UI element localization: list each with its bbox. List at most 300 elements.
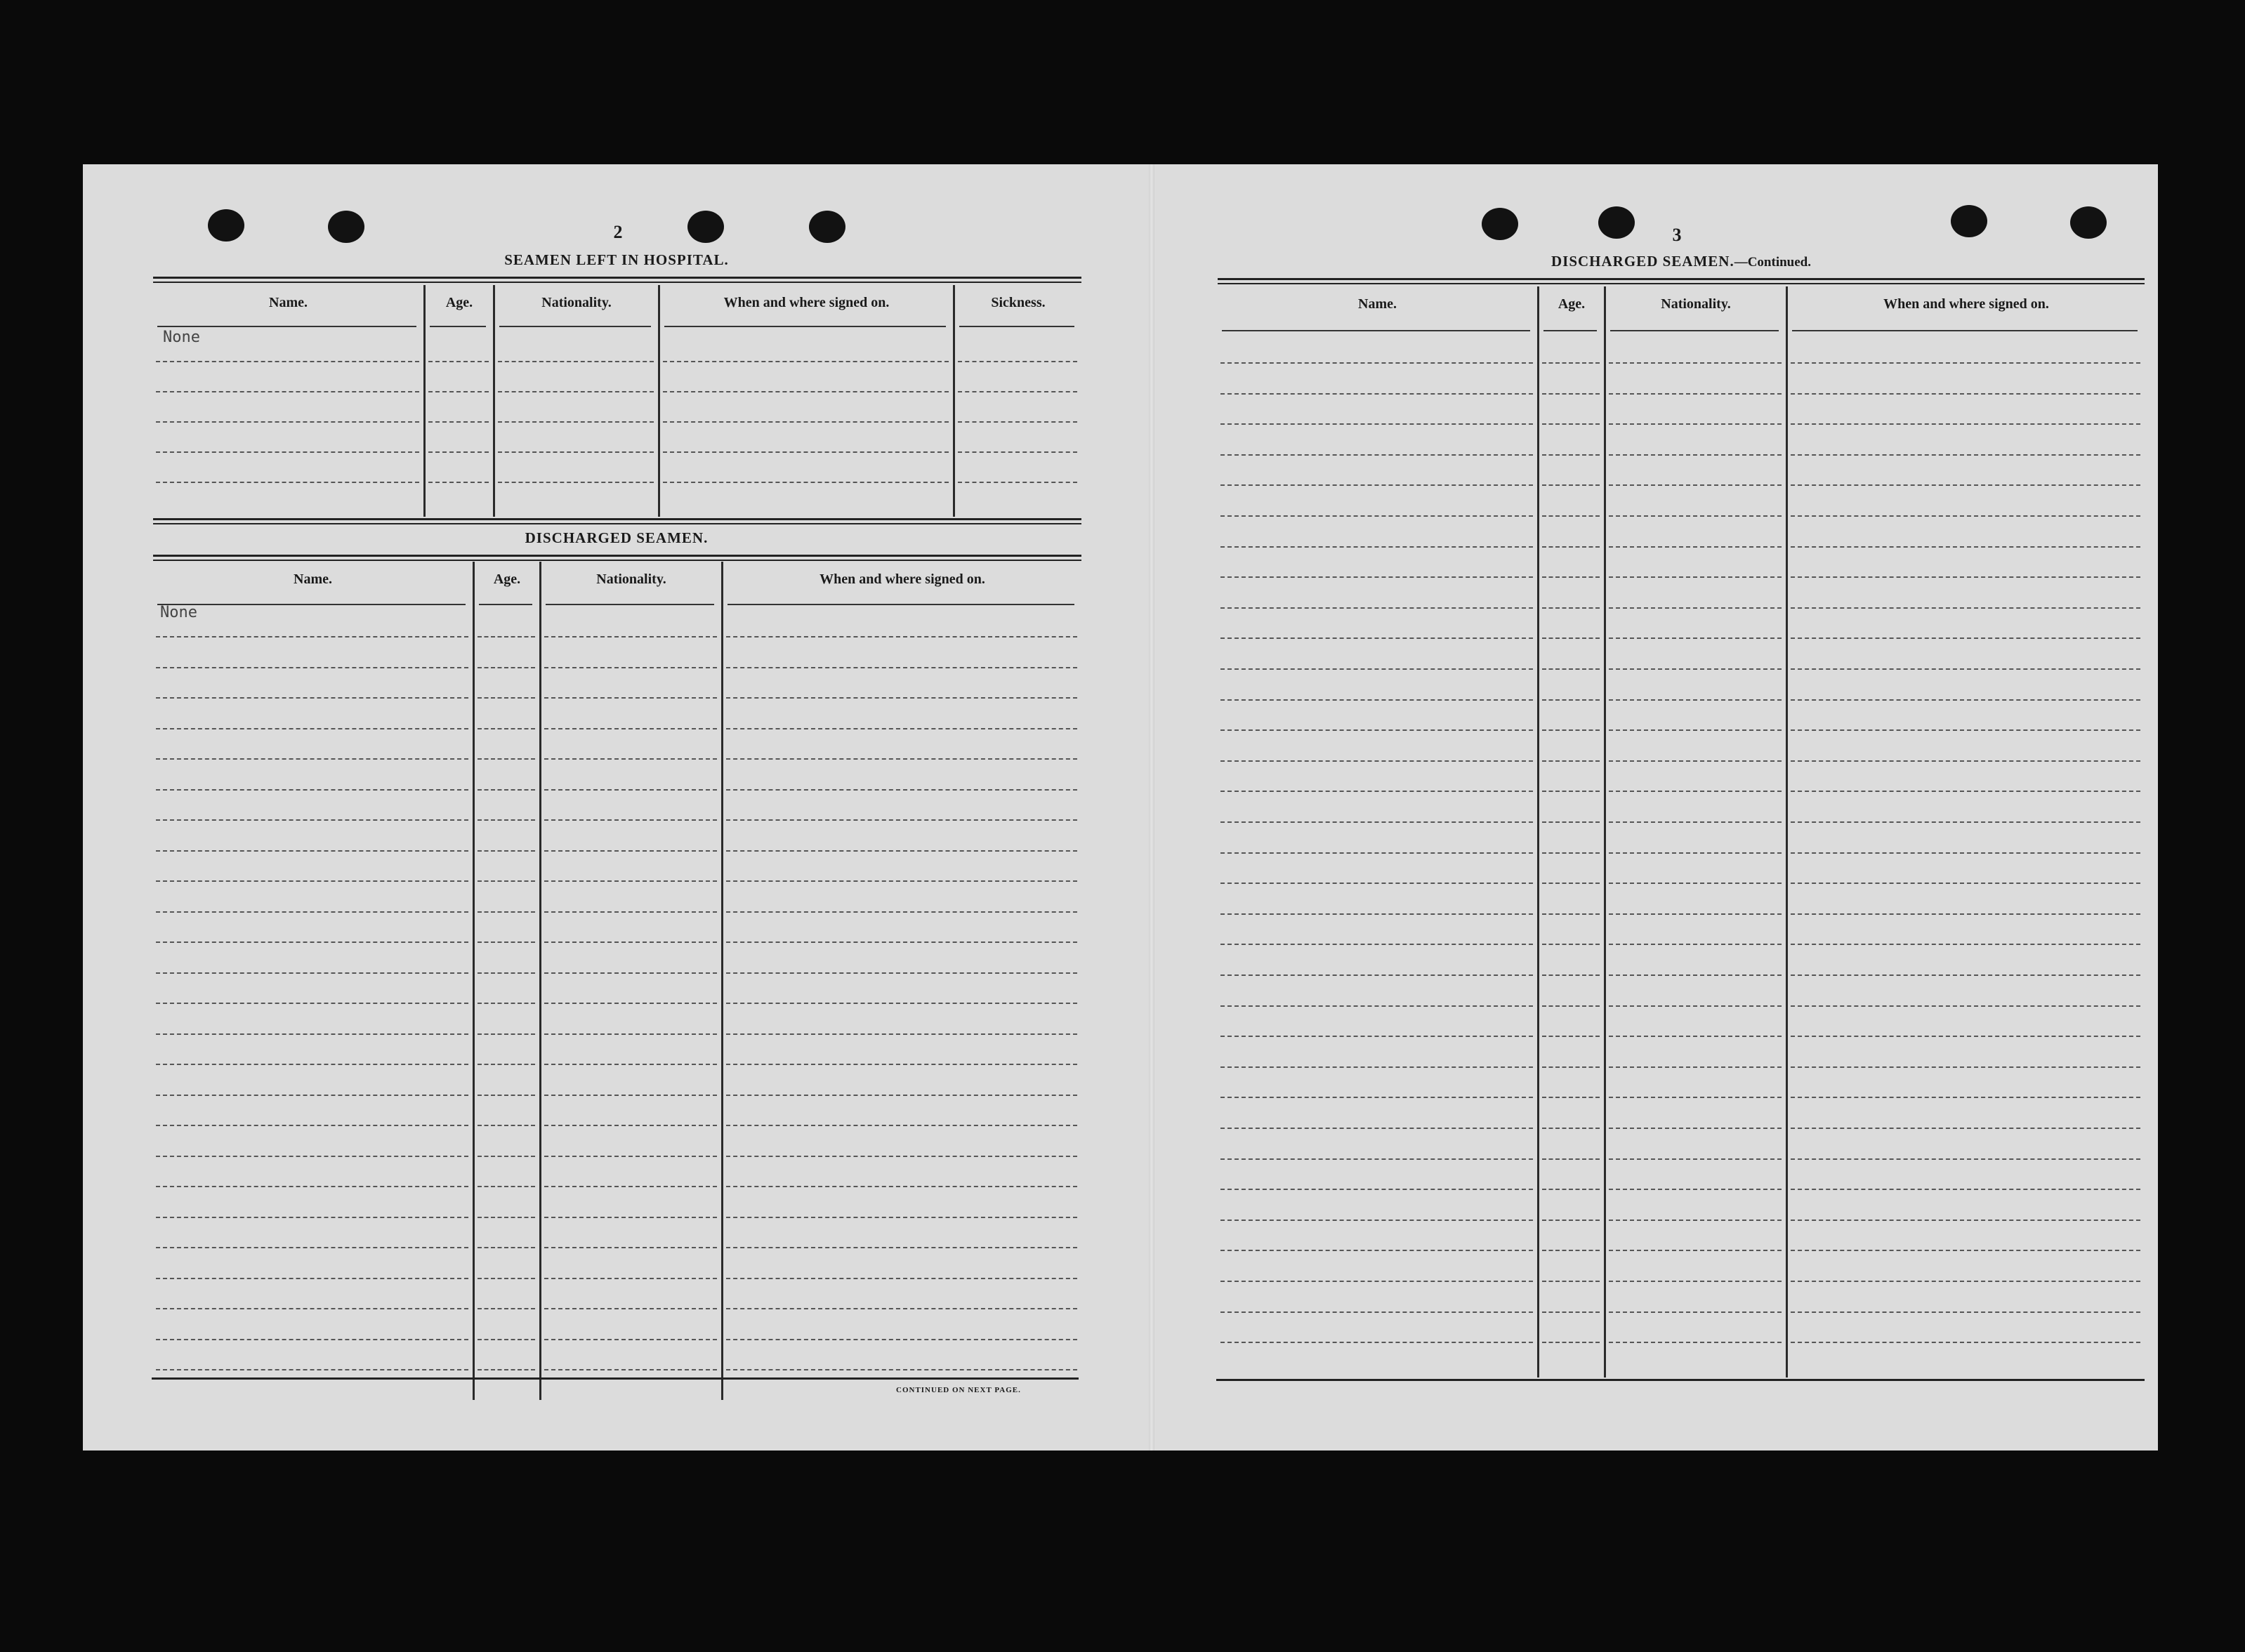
ruled-line <box>1220 852 1533 854</box>
ruled-line <box>544 1278 717 1279</box>
ruled-line <box>156 1125 468 1126</box>
ruled-line <box>478 789 535 791</box>
ruled-line <box>1542 699 1600 701</box>
hospital-entry: None <box>163 329 200 346</box>
ruled-line <box>156 819 468 821</box>
ruled-line <box>1542 1036 1600 1037</box>
nationality-column <box>541 562 723 1400</box>
name-column <box>153 285 426 517</box>
ruled-line <box>1609 1097 1782 1098</box>
ruled-line <box>726 728 1077 729</box>
ruled-line <box>478 1247 535 1248</box>
ruled-line <box>1609 484 1782 486</box>
ruled-line <box>544 880 717 882</box>
ruled-line <box>1609 1189 1782 1190</box>
ruled-line <box>478 1308 535 1309</box>
column-header-nationality: Nationality. <box>1661 296 1731 312</box>
ruled-line <box>1542 362 1600 364</box>
ruled-line <box>544 1247 717 1248</box>
ruled-line <box>1220 576 1533 578</box>
ruled-line <box>544 1369 717 1370</box>
ruled-line <box>1220 1189 1533 1190</box>
ruled-line <box>478 758 535 760</box>
right-bottom-rule <box>1216 1379 2145 1381</box>
ruled-line <box>156 758 468 760</box>
ruled-line <box>1609 1128 1782 1129</box>
header-rule <box>546 604 714 605</box>
ruled-line <box>544 758 717 760</box>
ruled-line <box>428 451 489 453</box>
ruled-line <box>1609 760 1782 762</box>
nationality-column <box>1606 286 1788 1377</box>
ruled-line <box>1609 1005 1782 1007</box>
ruled-line <box>1791 1097 2140 1098</box>
ruled-line <box>1791 852 2140 854</box>
ruled-line <box>1220 1250 1533 1251</box>
ruled-line <box>156 941 468 943</box>
ruled-line <box>1220 1281 1533 1282</box>
discharged-bottom-rule <box>152 1377 1079 1380</box>
page-number-left: 2 <box>613 222 623 242</box>
ruled-line <box>1220 546 1533 548</box>
name-column <box>153 562 475 1400</box>
header-rule <box>479 604 532 605</box>
ruled-line <box>478 1003 535 1004</box>
ruled-line <box>544 1308 717 1309</box>
ruled-line <box>1220 1128 1533 1129</box>
header-rule <box>499 326 651 327</box>
ruled-line <box>1609 729 1782 731</box>
ruled-line <box>544 667 717 668</box>
ruled-line <box>1609 852 1782 854</box>
ruled-line <box>1609 1311 1782 1313</box>
ruled-line <box>1791 393 2140 395</box>
punch-hole <box>328 211 364 243</box>
center-fold <box>1149 164 1154 1451</box>
ruled-line <box>1791 1189 2140 1190</box>
ruled-line <box>1791 484 2140 486</box>
ruled-line <box>726 1339 1077 1340</box>
ruled-line <box>1609 883 1782 884</box>
page-number-right: 3 <box>1672 225 1682 245</box>
ruled-line <box>1542 546 1600 548</box>
ruled-line <box>428 391 489 392</box>
ruled-line <box>1609 1036 1782 1037</box>
ruled-line <box>958 451 1077 453</box>
ruled-line <box>156 850 468 852</box>
header-rule <box>157 326 416 327</box>
ruled-line <box>726 636 1077 637</box>
ruled-line <box>663 391 949 392</box>
sickness-column <box>955 285 1081 517</box>
ruled-line <box>1542 1189 1600 1190</box>
ruled-line <box>1791 729 2140 731</box>
ruled-line <box>1220 1342 1533 1343</box>
ruled-line <box>156 1033 468 1035</box>
ruled-line <box>726 789 1077 791</box>
ruled-line <box>1220 1005 1533 1007</box>
ruled-line <box>1609 1066 1782 1068</box>
ruled-line <box>1542 423 1600 425</box>
ruled-line <box>1220 821 1533 823</box>
ruled-line <box>156 880 468 882</box>
ruled-line <box>156 421 419 423</box>
ruled-line <box>1609 1342 1782 1343</box>
title-main: DISCHARGED SEAMEN. <box>1551 253 1734 270</box>
discharged-table <box>153 562 1081 1400</box>
ruled-line <box>958 482 1077 483</box>
signed-on-column <box>723 562 1081 1400</box>
ruled-line <box>1220 760 1533 762</box>
column-header-name: Name. <box>1358 296 1397 312</box>
column-header-signed-on: When and where signed on. <box>723 295 890 310</box>
ruled-line <box>1609 821 1782 823</box>
ruled-line <box>1542 1066 1600 1068</box>
ruled-line <box>726 972 1077 974</box>
ruled-line <box>1542 668 1600 670</box>
ruled-line <box>1542 821 1600 823</box>
ruled-line <box>156 667 468 668</box>
ruled-line <box>544 911 717 913</box>
ruled-line <box>156 728 468 729</box>
ruled-line <box>156 1186 468 1187</box>
ruled-line <box>726 1217 1077 1218</box>
ruled-line <box>1220 883 1533 884</box>
ruled-line <box>1220 944 1533 945</box>
ruled-line <box>1542 1342 1600 1343</box>
ruled-line <box>726 1003 1077 1004</box>
ruled-line <box>544 1033 717 1035</box>
ruled-line <box>726 1308 1077 1309</box>
ruled-line <box>1609 1220 1782 1221</box>
ruled-line <box>1609 668 1782 670</box>
ruled-line <box>1542 974 1600 976</box>
ruled-line <box>726 1369 1077 1370</box>
ruled-line <box>663 421 949 423</box>
header-rule <box>664 326 946 327</box>
name-column <box>1218 286 1539 1377</box>
ruled-line <box>726 1156 1077 1157</box>
ruled-line <box>544 697 717 699</box>
title-rule <box>153 277 1081 283</box>
ruled-line <box>156 972 468 974</box>
punch-hole <box>2070 206 2107 239</box>
ruled-line <box>1542 1250 1600 1251</box>
ruled-line <box>498 451 654 453</box>
ruled-line <box>726 1186 1077 1187</box>
nationality-column <box>495 285 660 517</box>
ruled-line <box>1791 699 2140 701</box>
ruled-line <box>1220 791 1533 792</box>
title-continued: —Continued. <box>1734 255 1811 270</box>
ruled-line <box>1609 1250 1782 1251</box>
ruled-line <box>478 972 535 974</box>
ruled-line <box>478 728 535 729</box>
ruled-line <box>1542 944 1600 945</box>
ruled-line <box>1220 515 1533 517</box>
ruled-line <box>156 1369 468 1370</box>
ruled-line <box>544 1125 717 1126</box>
ruled-line <box>544 1095 717 1096</box>
header-rule <box>157 604 466 605</box>
ruled-line <box>1791 791 2140 792</box>
ruled-line <box>156 789 468 791</box>
ruled-line <box>1791 1342 2140 1343</box>
ruled-line <box>663 482 949 483</box>
ruled-line <box>1791 821 2140 823</box>
column-header-name: Name. <box>294 571 332 587</box>
punch-hole <box>687 211 724 243</box>
ruled-line <box>1542 393 1600 395</box>
ruled-line <box>1791 1250 2140 1251</box>
ruled-line <box>1542 1158 1600 1160</box>
ruled-line <box>1220 607 1533 609</box>
ruled-line <box>1542 883 1600 884</box>
ruled-line <box>726 941 1077 943</box>
ruled-line <box>726 1033 1077 1035</box>
ruled-line <box>1791 576 2140 578</box>
ruled-line <box>726 1278 1077 1279</box>
ruled-line <box>544 941 717 943</box>
ruled-line <box>1791 546 2140 548</box>
ruled-line <box>1609 699 1782 701</box>
title-rule <box>1218 278 2145 284</box>
ruled-line <box>1609 1281 1782 1282</box>
ruled-line <box>478 1156 535 1157</box>
ruled-line <box>1220 974 1533 976</box>
ruled-line <box>478 1125 535 1126</box>
ruled-line <box>1609 974 1782 976</box>
ruled-line <box>478 1186 535 1187</box>
ruled-line <box>1791 423 2140 425</box>
header-rule <box>430 326 486 327</box>
ruled-line <box>1791 515 2140 517</box>
ruled-line <box>1220 1066 1533 1068</box>
ruled-line <box>1220 668 1533 670</box>
ruled-line <box>156 1003 468 1004</box>
ruled-line <box>1542 729 1600 731</box>
ruled-line <box>156 1095 468 1096</box>
ruled-line <box>1542 791 1600 792</box>
ruled-line <box>156 636 468 637</box>
hospital-bottom-rule <box>153 518 1081 524</box>
header-rule <box>1543 330 1597 331</box>
ruled-line <box>156 482 419 483</box>
ruled-line <box>1609 423 1782 425</box>
ruled-line <box>1542 1128 1600 1129</box>
ruled-line <box>1791 913 2140 915</box>
column-header-signed-on: When and where signed on. <box>1883 296 2049 312</box>
ruled-line <box>663 361 949 362</box>
ruled-line <box>156 1156 468 1157</box>
hospital-section-title: SEAMEN LEFT IN HOSPITAL. <box>504 251 729 268</box>
ruled-line <box>1542 1097 1600 1098</box>
hospital-table <box>153 285 1081 517</box>
ruled-line <box>478 819 535 821</box>
ruled-line <box>726 1095 1077 1096</box>
header-rule <box>959 326 1074 327</box>
ruled-line <box>1220 423 1533 425</box>
ruled-line <box>726 697 1077 699</box>
age-column <box>1539 286 1606 1377</box>
signed-on-column <box>1788 286 2145 1377</box>
punch-hole <box>1598 206 1635 239</box>
ruled-line <box>1220 1311 1533 1313</box>
ruled-line <box>1609 546 1782 548</box>
ruled-line <box>478 941 535 943</box>
ruled-line <box>478 1278 535 1279</box>
ruled-line <box>1542 1281 1600 1282</box>
ruled-line <box>544 1064 717 1065</box>
punch-hole <box>809 211 845 243</box>
document-sheet <box>83 164 2158 1451</box>
header-rule <box>1222 330 1530 331</box>
ruled-line <box>544 972 717 974</box>
ruled-line <box>1609 576 1782 578</box>
ruled-line <box>1220 729 1533 731</box>
ruled-line <box>726 911 1077 913</box>
ruled-line <box>1542 515 1600 517</box>
ruled-line <box>1220 393 1533 395</box>
ruled-line <box>1791 974 2140 976</box>
ruled-line <box>958 361 1077 362</box>
punch-hole <box>1951 205 1987 237</box>
ruled-line <box>1542 576 1600 578</box>
ruled-line <box>663 451 949 453</box>
ruled-line <box>1791 668 2140 670</box>
ruled-line <box>1609 393 1782 395</box>
ruled-line <box>1791 1005 2140 1007</box>
ruled-line <box>156 1247 468 1248</box>
ruled-line <box>156 451 419 453</box>
ruled-line <box>1220 1220 1533 1221</box>
header-rule <box>1792 330 2138 331</box>
ruled-line <box>544 1339 717 1340</box>
ruled-line <box>498 361 654 362</box>
ruled-line <box>478 1095 535 1096</box>
continued-note: CONTINUED ON NEXT PAGE. <box>896 1386 1021 1394</box>
ruled-line <box>726 1064 1077 1065</box>
ruled-line <box>958 421 1077 423</box>
discharged-section-title: DISCHARGED SEAMEN. <box>525 529 709 546</box>
column-header-age: Age. <box>493 571 521 587</box>
column-header-age: Age. <box>1558 296 1586 312</box>
ruled-line <box>478 1217 535 1218</box>
ruled-line <box>1791 1311 2140 1313</box>
ruled-line <box>498 482 654 483</box>
ruled-line <box>958 391 1077 392</box>
header-rule <box>728 604 1074 605</box>
ruled-line <box>498 421 654 423</box>
ruled-line <box>478 1064 535 1065</box>
ruled-line <box>1609 607 1782 609</box>
column-header-age: Age. <box>445 295 473 310</box>
discharged-entry: None <box>160 604 197 621</box>
ruled-line <box>1791 883 2140 884</box>
ruled-line <box>1609 637 1782 639</box>
ruled-line <box>544 819 717 821</box>
ruled-line <box>478 697 535 699</box>
ruled-line <box>428 482 489 483</box>
ruled-line <box>1542 852 1600 854</box>
ruled-line <box>1791 1128 2140 1129</box>
ruled-line <box>1791 944 2140 945</box>
ruled-line <box>726 1247 1077 1248</box>
ruled-line <box>1220 484 1533 486</box>
ruled-line <box>1609 362 1782 364</box>
ruled-line <box>1542 1311 1600 1313</box>
ruled-line <box>1220 1158 1533 1160</box>
ruled-line <box>1542 913 1600 915</box>
column-header-name: Name. <box>269 295 308 310</box>
ruled-line <box>1791 637 2140 639</box>
ruled-line <box>1791 1066 2140 1068</box>
ruled-line <box>1609 944 1782 945</box>
ruled-line <box>1791 1281 2140 1282</box>
ruled-line <box>498 391 654 392</box>
ruled-line <box>478 850 535 852</box>
ruled-line <box>478 911 535 913</box>
punch-hole <box>208 209 244 242</box>
age-column <box>475 562 541 1400</box>
ruled-line <box>428 421 489 423</box>
ruled-line <box>1791 607 2140 609</box>
ruled-line <box>1220 454 1533 456</box>
ruled-line <box>726 880 1077 882</box>
column-header-nationality: Nationality. <box>596 571 666 587</box>
column-header-nationality: Nationality. <box>541 295 612 310</box>
column-header-sickness: Sickness. <box>991 295 1046 310</box>
ruled-line <box>478 1339 535 1340</box>
ruled-line <box>1220 1097 1533 1098</box>
ruled-line <box>1220 1036 1533 1037</box>
ruled-line <box>478 1369 535 1370</box>
discharged-continued-table <box>1218 286 2145 1377</box>
signed-on-column <box>660 285 955 517</box>
ruled-line <box>1220 913 1533 915</box>
ruled-line <box>1542 454 1600 456</box>
ruled-line <box>1609 1158 1782 1160</box>
ruled-line <box>544 1186 717 1187</box>
ruled-line <box>1220 362 1533 364</box>
ruled-line <box>544 1217 717 1218</box>
ruled-line <box>726 819 1077 821</box>
ruled-line <box>1609 791 1782 792</box>
ruled-line <box>1542 1005 1600 1007</box>
ruled-line <box>156 1308 468 1309</box>
ruled-line <box>156 1064 468 1065</box>
ruled-line <box>1220 637 1533 639</box>
header-rule <box>1610 330 1779 331</box>
ruled-line <box>544 636 717 637</box>
ruled-line <box>544 1156 717 1157</box>
ruled-line <box>726 850 1077 852</box>
ruled-line <box>156 911 468 913</box>
ruled-line <box>478 1033 535 1035</box>
ruled-line <box>1542 637 1600 639</box>
ruled-line <box>1791 1220 2140 1221</box>
ruled-line <box>1791 362 2140 364</box>
ruled-line <box>544 850 717 852</box>
ruled-line <box>1542 1220 1600 1221</box>
ruled-line <box>1791 760 2140 762</box>
ruled-line <box>1609 515 1782 517</box>
ruled-line <box>726 1125 1077 1126</box>
age-column <box>426 285 495 517</box>
ruled-line <box>156 1278 468 1279</box>
ruled-line <box>156 361 419 362</box>
ruled-line <box>1542 607 1600 609</box>
